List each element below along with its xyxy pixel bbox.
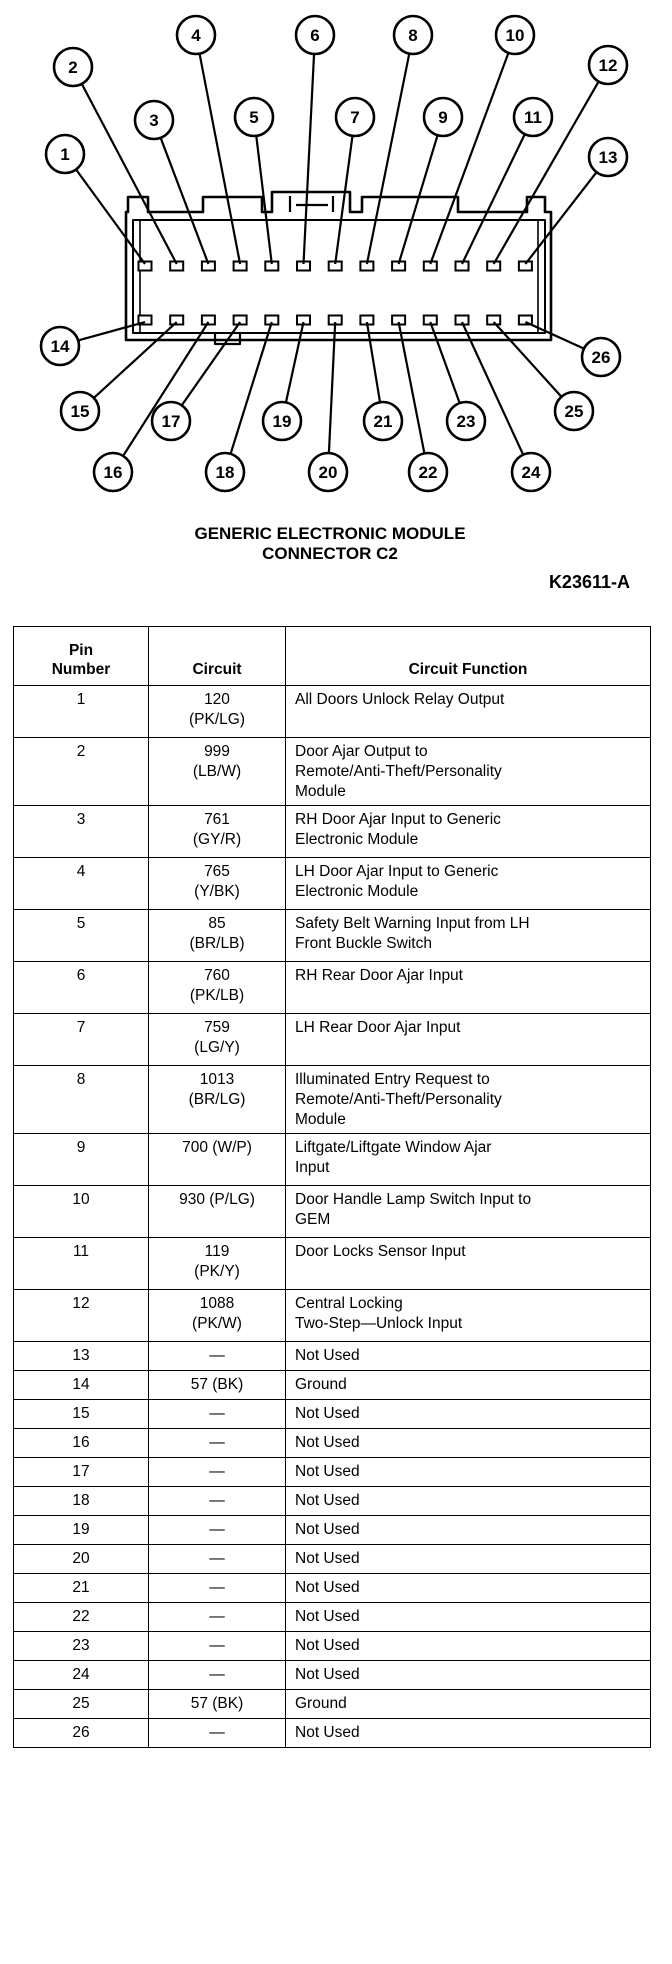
figure-id: K23611-A: [548, 572, 630, 592]
circuit-cell: 761 (GY/R): [149, 806, 286, 858]
pin-cell: 11: [14, 1238, 149, 1290]
pin-callout: [589, 46, 627, 84]
function-cell: Not Used: [286, 1719, 651, 1748]
callout-number: 18: [215, 463, 235, 482]
pin-cell: 13: [14, 1342, 149, 1371]
callout-number: 23: [456, 412, 476, 431]
callout-number: 2: [68, 58, 78, 77]
table-row: [14, 1661, 651, 1690]
pin-cell: 12: [14, 1290, 149, 1342]
circuit-cell: —: [149, 1603, 286, 1632]
table-row: [14, 1371, 651, 1400]
callout-number: 19: [272, 412, 292, 431]
pin-cell: 7: [14, 1014, 149, 1066]
pin-cell: 8: [14, 1066, 149, 1134]
table-row: [14, 806, 651, 858]
circuit-cell: —: [149, 1342, 286, 1371]
circuit-cell: 760 (PK/LB): [149, 962, 286, 1014]
callout-number: 10: [505, 26, 525, 45]
callout-number: 16: [103, 463, 123, 482]
function-cell: Safety Belt Warning Input from LH Front Buckle Switch: [286, 910, 651, 962]
circuit-cell: —: [149, 1574, 286, 1603]
table-row: [14, 1014, 651, 1066]
circuit-cell: 57 (BK): [149, 1371, 286, 1400]
function-cell: Not Used: [286, 1603, 651, 1632]
pin-callout: [512, 453, 550, 491]
pin-callout: [309, 453, 347, 491]
callout-number: 22: [418, 463, 438, 482]
table-row: [14, 858, 651, 910]
pin-callout: [582, 338, 620, 376]
table-row: [14, 1632, 651, 1661]
figure-caption-line1: GENERIC ELECTRONIC MODULE: [194, 524, 466, 543]
callout-number: 12: [598, 56, 618, 75]
table-row: [14, 1400, 651, 1429]
leader-line: [78, 322, 145, 340]
pin-callout: [514, 98, 552, 136]
function-cell: Central Locking Two-Step—Unlock Input: [286, 1290, 651, 1342]
header-circuit: Circuit: [149, 627, 286, 686]
callout-group: [41, 16, 627, 491]
pin-cell: 10: [14, 1186, 149, 1238]
pin-callout: [152, 402, 190, 440]
pin-cell: 5: [14, 910, 149, 962]
pin-callout: [46, 135, 84, 173]
leader-line: [256, 136, 272, 264]
function-cell: Not Used: [286, 1342, 651, 1371]
pin-callout: [447, 402, 485, 440]
pin-cell: 14: [14, 1371, 149, 1400]
circuit-cell: —: [149, 1429, 286, 1458]
pin-cell: 15: [14, 1400, 149, 1429]
pin-callout: [496, 16, 534, 54]
function-cell: Not Used: [286, 1516, 651, 1545]
table-row: [14, 1516, 651, 1545]
table-row: [14, 1186, 651, 1238]
table-row: [14, 1574, 651, 1603]
pin-callout: [296, 16, 334, 54]
callout-number: 20: [318, 463, 338, 482]
circuit-cell: 1088 (PK/W): [149, 1290, 286, 1342]
leader-line: [200, 54, 241, 264]
table-row: [14, 910, 651, 962]
circuit-cell: —: [149, 1400, 286, 1429]
pin-cell: 2: [14, 738, 149, 806]
callout-number: 15: [70, 402, 90, 421]
table-row: [14, 1290, 651, 1342]
function-cell: Not Used: [286, 1429, 651, 1458]
leader-line: [304, 54, 315, 264]
function-cell: Not Used: [286, 1661, 651, 1690]
table-row: [14, 1690, 651, 1719]
function-cell: Door Handle Lamp Switch Input to GEM: [286, 1186, 651, 1238]
circuit-cell: —: [149, 1661, 286, 1690]
function-cell: LH Door Ajar Input to Generic Electronic Module: [286, 858, 651, 910]
pin-callout: [41, 327, 79, 365]
callout-number: 21: [373, 412, 393, 431]
function-cell: Illuminated Entry Request to Remote/Anti-Theft/Personality Module: [286, 1066, 651, 1134]
connector-diagram: [0, 0, 672, 510]
table-row: [14, 1238, 651, 1290]
function-cell: Ground: [286, 1371, 651, 1400]
leader-line: [525, 172, 596, 264]
function-cell: Liftgate/Liftgate Window Ajar Input: [286, 1134, 651, 1186]
pin-cell: 23: [14, 1632, 149, 1661]
function-cell: LH Rear Door Ajar Input: [286, 1014, 651, 1066]
function-cell: Not Used: [286, 1487, 651, 1516]
leader-line: [399, 322, 425, 453]
table-row: [14, 962, 651, 1014]
circuit-cell: 999 (LB/W): [149, 738, 286, 806]
circuit-cell: —: [149, 1516, 286, 1545]
leader-line: [367, 54, 409, 264]
circuit-cell: —: [149, 1487, 286, 1516]
table-row: [14, 686, 651, 738]
pin-slots: [139, 262, 532, 325]
pin-callout: [394, 16, 432, 54]
circuit-cell: 119 (PK/Y): [149, 1238, 286, 1290]
pin-cell: 22: [14, 1603, 149, 1632]
callout-number: 5: [249, 108, 259, 127]
callout-number: 7: [350, 108, 360, 127]
pin-cell: 19: [14, 1516, 149, 1545]
circuit-cell: 85 (BR/LB): [149, 910, 286, 962]
circuit-cell: 1013 (BR/LG): [149, 1066, 286, 1134]
leader-line: [286, 322, 304, 402]
pin-cell: 18: [14, 1487, 149, 1516]
pin-cell: 4: [14, 858, 149, 910]
pin-callout: [94, 453, 132, 491]
table-row: [14, 1458, 651, 1487]
table-row: [14, 1719, 651, 1748]
function-cell: All Doors Unlock Relay Output: [286, 686, 651, 738]
pin-cell: 9: [14, 1134, 149, 1186]
circuit-cell: 57 (BK): [149, 1690, 286, 1719]
pin-callout: [235, 98, 273, 136]
leader-line: [231, 322, 272, 454]
callout-number: 1: [60, 145, 70, 164]
pin-cell: 16: [14, 1429, 149, 1458]
table-row: [14, 1429, 651, 1458]
callout-number: 13: [598, 148, 618, 167]
pin-cell: 20: [14, 1545, 149, 1574]
pin-cell: 25: [14, 1690, 149, 1719]
function-cell: Not Used: [286, 1574, 651, 1603]
leader-line: [430, 53, 508, 264]
pin-table: [13, 626, 651, 1748]
callout-number: 6: [310, 26, 320, 45]
table-row: [14, 738, 651, 806]
leader-line: [182, 322, 240, 405]
pin-callout: [364, 402, 402, 440]
circuit-cell: —: [149, 1719, 286, 1748]
function-cell: RH Rear Door Ajar Input: [286, 962, 651, 1014]
pin-callout: [589, 138, 627, 176]
leader-line: [399, 135, 438, 264]
callout-number: 25: [564, 402, 584, 421]
header-pin-number: Pin Number: [14, 627, 149, 686]
circuit-cell: 700 (W/P): [149, 1134, 286, 1186]
circuit-cell: —: [149, 1545, 286, 1574]
callout-number: 11: [524, 108, 542, 127]
circuit-cell: —: [149, 1458, 286, 1487]
pin-cell: 17: [14, 1458, 149, 1487]
leader-line: [430, 322, 459, 403]
circuit-cell: 759 (LG/Y): [149, 1014, 286, 1066]
pin-cell: 3: [14, 806, 149, 858]
table-row: [14, 1545, 651, 1574]
table-row: [14, 1342, 651, 1371]
circuit-cell: 930 (P/LG): [149, 1186, 286, 1238]
function-cell: Not Used: [286, 1545, 651, 1574]
connector-keyway: [290, 196, 333, 212]
pin-callout: [54, 48, 92, 86]
callout-number: 26: [591, 348, 611, 367]
leader-line: [525, 322, 584, 349]
leader-line: [367, 322, 380, 402]
table-row: [14, 1487, 651, 1516]
table-row: [14, 1066, 651, 1134]
pin-cell: 6: [14, 962, 149, 1014]
function-cell: RH Door Ajar Input to Generic Electronic Module: [286, 806, 651, 858]
circuit-cell: 120 (PK/LG): [149, 686, 286, 738]
pin-cell: 24: [14, 1661, 149, 1690]
pin-callout: [135, 101, 173, 139]
pin-cell: 26: [14, 1719, 149, 1748]
function-cell: Not Used: [286, 1458, 651, 1487]
table-row: [14, 1134, 651, 1186]
pin-callout: [263, 402, 301, 440]
pin-callout: [409, 453, 447, 491]
callout-number: 4: [191, 26, 201, 45]
pin-callout: [177, 16, 215, 54]
pin-callout: [424, 98, 462, 136]
function-cell: Door Ajar Output to Remote/Anti-Theft/Personality Module: [286, 738, 651, 806]
callout-number: 17: [161, 412, 181, 431]
pin-cell: 1: [14, 686, 149, 738]
callout-number: 8: [408, 26, 418, 45]
pin-cell: 21: [14, 1574, 149, 1603]
function-cell: Not Used: [286, 1632, 651, 1661]
callout-number: 24: [521, 463, 541, 482]
function-cell: Ground: [286, 1690, 651, 1719]
table-row: [14, 1603, 651, 1632]
pin-callout: [336, 98, 374, 136]
table-header-row: [14, 627, 651, 686]
callout-number: 3: [149, 111, 159, 130]
pin-callout: [206, 453, 244, 491]
function-cell: Not Used: [286, 1400, 651, 1429]
function-cell: Door Locks Sensor Input: [286, 1238, 651, 1290]
circuit-cell: —: [149, 1632, 286, 1661]
callout-number: 9: [438, 108, 448, 127]
header-circuit-function: Circuit Function: [286, 627, 651, 686]
leader-line: [329, 322, 335, 453]
figure-caption-line2: CONNECTOR C2: [262, 544, 398, 563]
callout-number: 14: [50, 337, 70, 356]
pin-callout: [61, 392, 99, 430]
pin-callout: [555, 392, 593, 430]
circuit-cell: 765 (Y/BK): [149, 858, 286, 910]
